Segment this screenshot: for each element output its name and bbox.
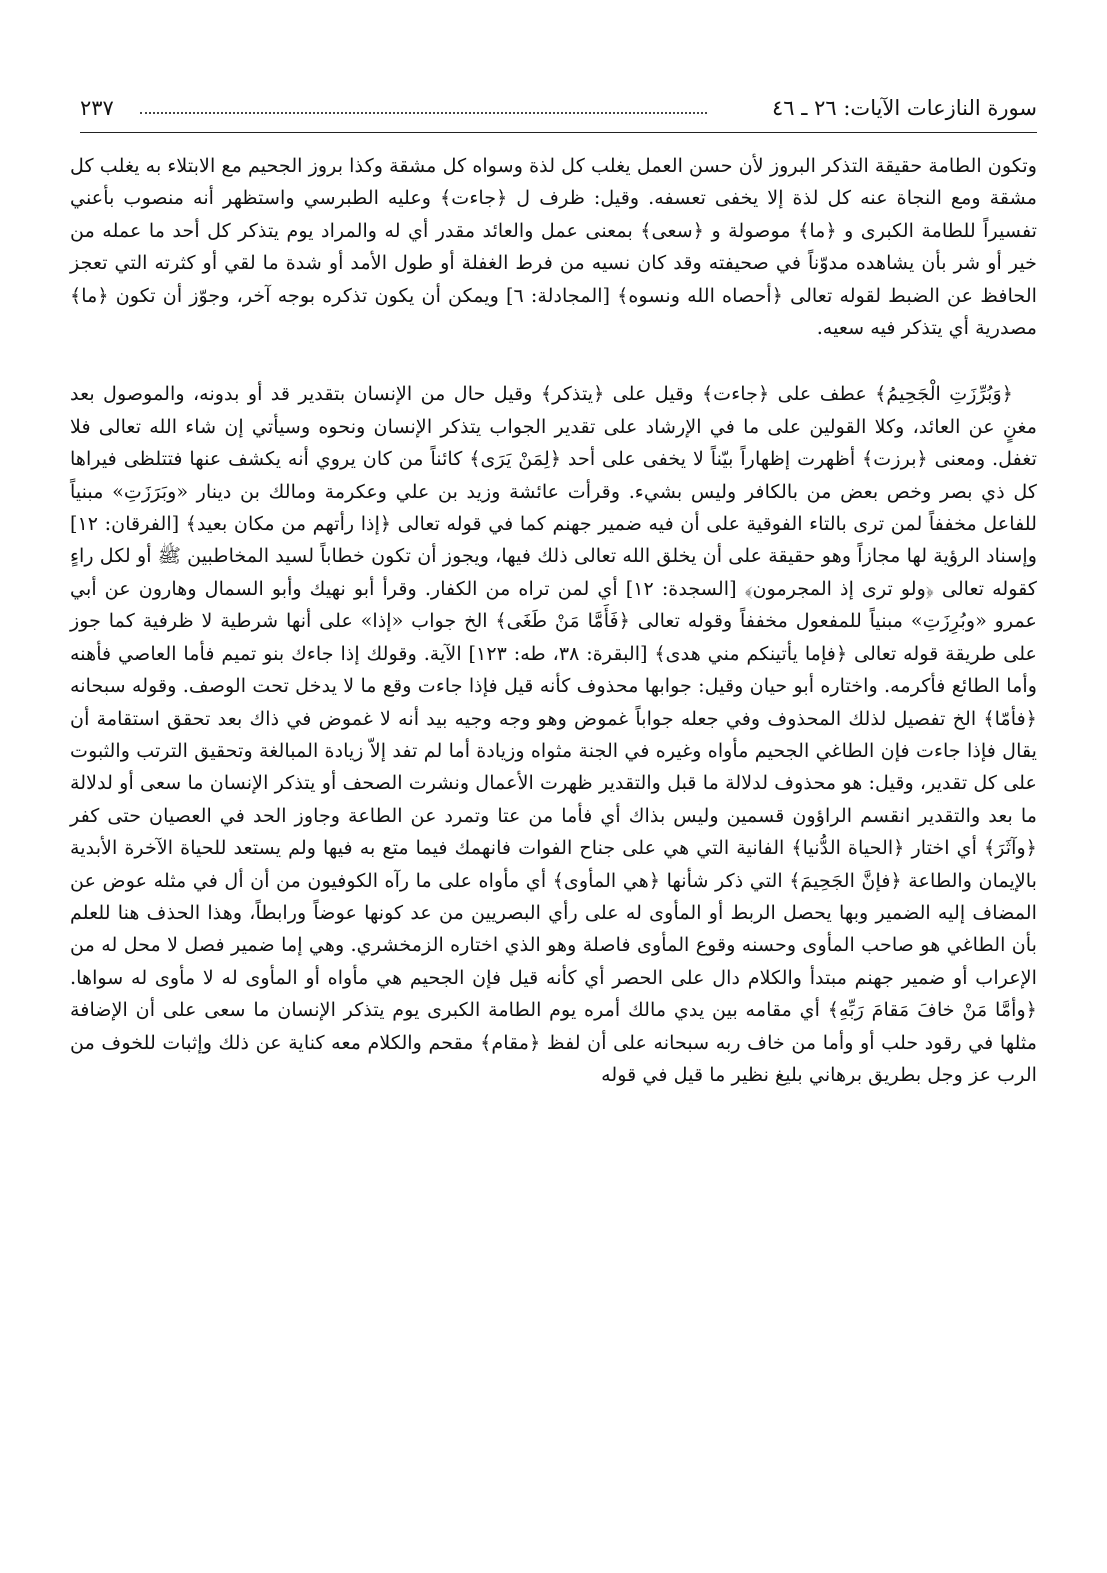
running-header: [80, 92, 1037, 133]
commentary-body: [70, 150, 1037, 1091]
header-dot-leader: [140, 112, 707, 114]
header-title: سورة النازعات الآيات: ٢٦ ـ ٤٦: [772, 96, 1037, 120]
paragraph-1: وتكون الطامة حقيقة التذكر البروز لأن حسن العمل يغلب كل لذة وسواه كل مشقة وكذا بروز الجحيم مع الابتلاء به يغلب كل مشقة ومع النجاة عنه كل لذة إلا يخفى تعسفه. وقيل: ظرف ل ﴿جاءت﴾ وعليه الطبرسي واستظهر أنه منصوب بأعني تفسيراً للطامة الكبرى و ﴿ما﴾ موصولة و ﴿سعى﴾ بمعنى عمل والعائد مقدر أي له والمراد يوم يتذكر كل أحد ما عمله من خير أو شر بأن يشاهده مدوّناً في صحيفته وقد كان نسيه من فرط الغفلة أو طول الأمد أو شدة ما لقي أو كثرته التي تعجز الحافظ عن الضبط لقوله تعالى ﴿أحصاه الله ونسوه﴾ [المجادلة: ٦] ويمكن أن يكون تذكره بوجه آخر، وجوّز أن تكون ﴿ما﴾ مصدرية أي يتذكر فيه سعيه.: [70, 154, 1037, 340]
paragraph-2: ﴿وَبُرِّزَتِ الْجَحِيمُ﴾ عطف على ﴿جاءت﴾ وقيل على ﴿يتذكر﴾ وقيل حال من الإنسان بتقدير قد أو بدونه، والموصول بعد مغنٍ عن العائد، وكلا القولين على ما في الإرشاد على تقدير الجواب يتذكر الإنسان ونحوه وسيأتي إن شاء الله تعالى فلا تغفل. ومعنى ﴿برزت﴾ أظهرت إظهاراً بيّناً لا يخفى على أحد ﴿لِمَنْ يَرَى﴾ كائناً من كان يروي أنه يكشف عنها فتتلظى فيراها كل ذي بصر وخص بعض من بالكافر وليس بشيء. وقرأت عائشة وزيد بن علي وعكرمة ومالك بن دينار «وبَرَزَتِ» مبنياً للفاعل مخففاً لمن ترى بالتاء الفوقية على أن فيه ضمير جهنم كما في قوله تعالى ﴿إذا رأتهم من مكان بعيد﴾ [الفرقان: ١٢] وإسناد الرؤية لها مجازاً وهو حقيقة على أن يخلق الله تعالى ذلك فيها، ويجوز أن تكون خطاباً لسيد المخاطبين ﷺ أو لكل راءٍ كقوله تعالى ﴿ولو ترى إذ المجرمون﴾ [السجدة: ١٢] أي لمن تراه من الكفار. وقرأ أبو نهيك وأبو السمال وهارون عن أبي عمرو «وبُرِزَتِ» مبنياً للمفعول مخففاً وقوله تعالى ﴿فَأَمَّا مَنْ طَغَى﴾ الخ جواب «إذا» على أنها شرطية لا ظرفية كما جوز على طريقة قوله تعالى ﴿فإما يأتينكم مني هدى﴾ [البقرة: ٣٨، طه: ١٢٣] الآية. وقولك إذا جاءك بنو تميم فأما العاصي فأهنه وأما الطائع فأكرمه. واختاره أبو حيان وقيل: جوابها محذوف كأنه قيل فإذا جاءت وقع ما لا يدخل تحت الوصف. وقوله سبحانه ﴿فأمّا﴾ الخ تفصيل لذلك المحذوف وفي جعله جواباً غموض وهو وجه وجيه بيد أنه لا غموض في ذاك بعد تحقق استقامة أن يقال فإذا جاءت فإن الطاغي الجحيم مأواه وغيره في الجنة مثواه وزيادة أما لم تفد إلاّ زيادة المبالغة وتحقيق الترتب والثبوت على كل تقدير، وقيل: هو محذوف لدلالة ما قبل والتقدير ظهرت الأعمال ونشرت الصحف أو يتذكر الإنسان ما سعى أو لدلالة ما بعد والتقدير انقسم الراؤون قسمين وليس بذاك أي فأما من عتا وتمرد عن الطاعة وجاوز الحد في العصيان حتى كفر ﴿وآثَرَ﴾ أي اختار ﴿الحياة الدُّنيا﴾ الفانية التي هي على جناح الفوات فانهمك فيما متع به فيها ولم يستعد للحياة الآخرة الأبدية بالإيمان والطاعة ﴿فإنَّ الجَحِيمَ﴾ التي ذكر شأنها ﴿هي المأوى﴾ أي مأواه على ما رآه الكوفيون من أن أل في مثله عوض عن المضاف إليه الضمير وبها يحصل الربط أو المأوى له على رأي البصريين من عد كونها عوضاً ورابطاً، وهذا الحذف هنا للعلم بأن الطاغي هو صاحب المأوى وحسنه وقوع المأوى فاصلة وهو الذي اختاره الزمخشري. وهي إما ضمير فصل لا محل له من الإعراب أو ضمير جهنم مبتدأ والكلام دال على الحصر أي كأنه قيل فإن الجحيم هي مأواه أو المأوى له لا مأوى له سواها. ﴿وأمَّا مَنْ خافَ مَقامَ رَبِّهِ﴾ أي مقامه بين يدي مالك أمره يوم الطامة الكبرى يوم يتذكر الإنسان ما سعى على أن الإضافة مثلها في رقود حلب أو وأما من خاف ربه سبحانه على أن لفظ ﴿مقام﴾ مقحم والكلام معه كناية عن ذلك وإثبات للخوف من الرب عز وجل بطريق برهاني بليغ نظير ما قيل في قوله: [70, 382, 1038, 1086]
page-number: ٢٣٧: [80, 96, 114, 120]
